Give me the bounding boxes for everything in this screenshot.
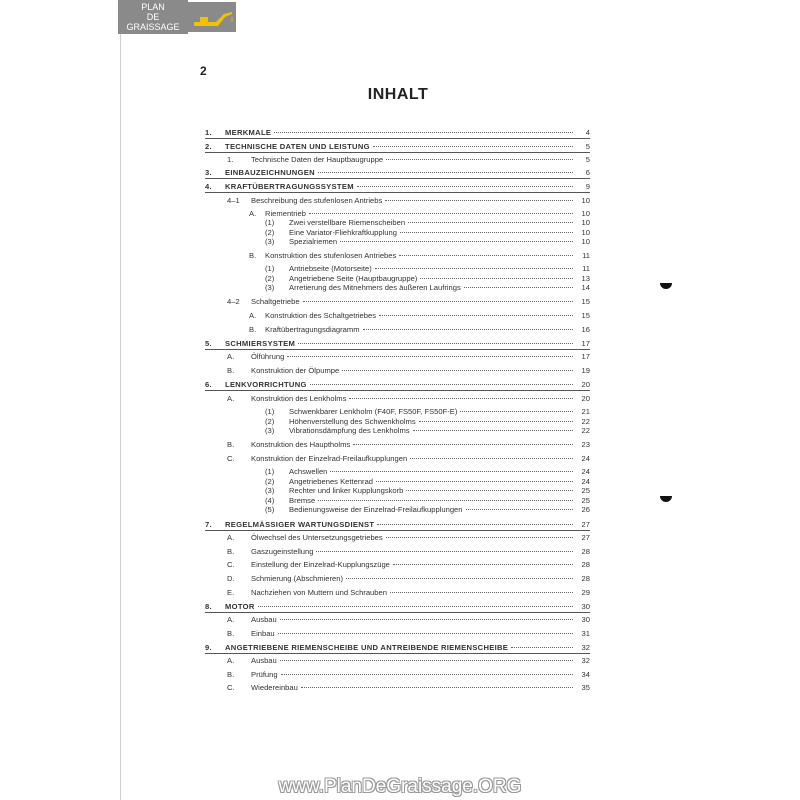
toc-entry-page: 17 [581, 339, 590, 348]
toc-entry-page: 19 [581, 366, 590, 375]
toc-entry-label: Konstruktion des Lenkholms [251, 394, 347, 403]
toc-entry-number: A. [249, 209, 257, 218]
toc-entry-number: (2) [265, 477, 275, 486]
toc-entry-number: C. [227, 454, 235, 463]
toc-subentry [227, 547, 590, 557]
toc-entry-label: Konstruktion des Schaltgetriebes [265, 311, 377, 320]
toc-entry-number: A. [227, 394, 235, 403]
toc-entry-page: 27 [581, 533, 590, 542]
binder-hole-mark [660, 496, 672, 502]
section-underline [205, 138, 590, 139]
toc-entry-number: (1) [265, 264, 275, 273]
toc-entry-page: 24 [581, 477, 590, 486]
toc-entry-label: Technische Daten der Hauptbaugruppe [251, 155, 384, 164]
toc-leader-dots [419, 421, 573, 422]
toc-subentry [227, 588, 590, 598]
toc-entry-number: B. [227, 440, 235, 449]
toc-entry-label: Riementrieb [265, 209, 306, 218]
toc-subentry [227, 297, 590, 307]
toc-leader-dots [393, 564, 573, 565]
logo-text-box [118, 0, 188, 34]
toc-leader-dots [406, 490, 573, 491]
toc-entry-page: 23 [581, 440, 590, 449]
toc-entry-label: Zwei verstellbare Riemenscheiben [289, 218, 406, 227]
toc-entry-page: 25 [581, 486, 590, 495]
toc-leader-dots [330, 471, 573, 472]
toc-entry-number: 4–2 [227, 297, 240, 306]
toc-entry-number: 1. [205, 128, 212, 137]
toc-leader-dots [464, 287, 573, 288]
toc-leader-dots [298, 343, 573, 344]
toc-subentry [265, 426, 590, 436]
toc-subentry [249, 311, 590, 321]
toc-entry-label: KRAFTÜBERTRAGUNGSSYSTEM [225, 182, 354, 191]
toc-entry-number: 8. [205, 602, 212, 611]
toc-leader-dots [274, 132, 573, 133]
toc-leader-dots [278, 633, 573, 634]
toc-entry-label: Ausbau [251, 615, 277, 624]
toc-entry-page: 31 [581, 629, 590, 638]
toc-entry-page: 26 [581, 505, 590, 514]
toc-entry-number: (3) [265, 237, 275, 246]
toc-entry-number: B. [227, 547, 235, 556]
toc-section-entry [205, 520, 590, 530]
plan-de-graissage-logo [118, 0, 236, 34]
toc-entry-label: Konstruktion des stufenlosen Antriebes [265, 251, 397, 260]
toc-entry-label: Konstruktion des Hauptholms [251, 440, 351, 449]
toc-subentry [265, 407, 590, 417]
toc-entry-page: 22 [581, 426, 590, 435]
logo-line-3: GRAISSAGE [126, 22, 180, 32]
section-underline [205, 192, 590, 193]
toc-entry-number: E. [227, 588, 235, 597]
toc-entry-label: SCHMIERSYSTEM [225, 339, 296, 348]
toc-leader-dots [353, 444, 573, 445]
section-underline [205, 612, 590, 613]
toc-entry-label: Kraftübertragungsdiagramm [265, 325, 360, 334]
toc-subentry [265, 486, 590, 496]
toc-entry-label: Ölführung [251, 352, 285, 361]
toc-subentry [265, 505, 590, 515]
toc-subentry [227, 366, 590, 376]
toc-subentry [227, 560, 590, 570]
toc-entry-number: (4) [265, 496, 275, 505]
logo-line-2: DE [146, 12, 160, 22]
toc-entry-page: 11 [582, 264, 590, 273]
toc-subentry [227, 196, 590, 206]
toc-leader-dots [408, 222, 573, 223]
toc-entry-page: 28 [581, 547, 590, 556]
toc-subentry [265, 237, 590, 247]
toc-subentry [227, 683, 590, 693]
toc-leader-dots [342, 370, 573, 371]
toc-entry-number: (5) [265, 505, 275, 514]
toc-entry-page: 4 [585, 128, 590, 137]
toc-entry-label: Schaltgetriebe [251, 297, 300, 306]
toc-entry-page: 30 [581, 615, 590, 624]
toc-entry-number: 1. [227, 155, 234, 164]
toc-entry-page: 35 [581, 683, 590, 692]
toc-entry-number: D. [227, 574, 235, 583]
toc-leader-dots [363, 329, 573, 330]
toc-entry-number: A. [249, 311, 257, 320]
toc-entry-label: Schmierung (Abschmieren) [251, 574, 344, 583]
toc-entry-page: 24 [581, 454, 590, 463]
toc-leader-dots [318, 500, 573, 501]
toc-entry-number: B. [227, 670, 235, 679]
toc-leader-dots [346, 578, 573, 579]
toc-entry-page: 25 [581, 496, 590, 505]
toc-entry-number: (3) [265, 426, 275, 435]
toc-entry-number: (2) [265, 274, 275, 283]
page-title [0, 86, 800, 104]
toc-subentry [227, 440, 590, 450]
toc-entry-label: Vibrationsdämpfung des Lenkholms [289, 426, 410, 435]
toc-subentry [227, 394, 590, 404]
toc-subentry [227, 155, 590, 165]
toc-leader-dots [316, 551, 573, 552]
toc-entry-number: 7. [205, 520, 212, 529]
section-underline [205, 178, 590, 179]
toc-entry-label: Einstellung der Einzelrad-Kupplungszüge [251, 560, 390, 569]
toc-entry-number: B. [249, 251, 257, 260]
section-underline [205, 390, 590, 391]
toc-entry-label: MOTOR [225, 602, 255, 611]
toc-leader-dots [379, 315, 573, 316]
toc-entry-label: Bremse [289, 496, 316, 505]
toc-subentry [227, 574, 590, 584]
toc-entry-page: 27 [581, 520, 590, 529]
toc-entry-label: ANGETRIEBENE RIEMENSCHEIBE UND ANTREIBENDE RIEMENSCHEIBE [225, 643, 509, 652]
toc-entry-page: 16 [581, 325, 590, 334]
section-underline [205, 530, 590, 531]
toc-section-entry [205, 380, 590, 390]
toc-entry-page: 14 [581, 283, 590, 292]
toc-entry-number: A. [227, 352, 235, 361]
binder-hole-mark [660, 283, 672, 289]
toc-entry-label: Wiedereinbau [251, 683, 298, 692]
toc-leader-dots [340, 241, 573, 242]
toc-section-entry [205, 643, 590, 653]
toc-entry-label: Arretierung des Mitnehmers des äußeren Laufrings [289, 283, 461, 292]
toc-entry-page: 13 [581, 274, 590, 283]
toc-entry-label: Angetriebene Seite (Hauptbaugruppe) [289, 274, 418, 283]
toc-entry-number: 4–1 [227, 196, 240, 205]
toc-entry-label: Spezialriemen [289, 237, 338, 246]
toc-entry-label: MERKMALE [225, 128, 272, 137]
toc-leader-dots [287, 356, 573, 357]
toc-entry-label: Achswellen [289, 467, 328, 476]
toc-entry-label: Beschreibung des stufenlosen Antriebs [251, 196, 383, 205]
toc-entry-number: (3) [265, 486, 275, 495]
page-title-text: INHALT [367, 86, 429, 103]
toc-leader-dots [349, 398, 573, 399]
toc-entry-number: (1) [265, 407, 275, 416]
toc-entry-label: Gaszugeinstellung [251, 547, 314, 556]
toc-entry-number: 6. [205, 380, 212, 389]
toc-entry-label: Rechter und linker Kupplungskorb [289, 486, 404, 495]
toc-leader-dots [258, 606, 573, 607]
toc-entry-label: Höhenverstellung des Schwenkholms [289, 417, 416, 426]
toc-entry-page: 15 [581, 297, 590, 306]
toc-entry-label: REGELMÄSSIGER WARTUNGSDIENST [225, 520, 375, 529]
toc-entry-label: LENKVORRICHTUNG [225, 380, 307, 389]
toc-entry-number: 9. [205, 643, 212, 652]
toc-leader-dots [410, 458, 573, 459]
toc-entry-label: Prüfung [251, 670, 278, 679]
toc-entry-page: 32 [581, 643, 590, 652]
toc-entry-page: 6 [585, 168, 590, 177]
toc-entry-page: 10 [581, 228, 590, 237]
toc-entry-label: EINBAUZEICHNUNGEN [225, 168, 315, 177]
toc-entry-number: A. [227, 656, 235, 665]
section-underline [205, 653, 590, 654]
toc-entry-number: 2. [205, 142, 212, 151]
toc-entry-label: Nachziehen von Muttern und Schrauben [251, 588, 387, 597]
toc-entry-page: 10 [581, 209, 590, 218]
toc-subentry [227, 629, 590, 639]
toc-leader-dots [413, 430, 573, 431]
toc-entry-number: A. [227, 533, 235, 542]
toc-leader-dots [280, 660, 573, 661]
section-underline [205, 349, 590, 350]
toc-leader-dots [301, 687, 573, 688]
toc-entry-page: 5 [585, 155, 590, 164]
footer-watermark: www.PlanDeGraissage.ORG [278, 776, 522, 797]
toc-entry-label: Eine Variator-Fliehkraftkupplung [289, 228, 397, 237]
page-number: 2 [200, 64, 207, 78]
toc-entry-number: (2) [265, 228, 275, 237]
toc-entry-number: 4. [205, 182, 212, 191]
toc-subentry [227, 670, 590, 680]
toc-entry-number: B. [227, 629, 235, 638]
toc-leader-dots [420, 278, 573, 279]
toc-subentry [227, 533, 590, 543]
toc-entry-label: Schwenkbarer Lenkholm (F40F, FS50F, FS50F-E) [289, 407, 458, 416]
toc-entry-page: 17 [581, 352, 590, 361]
toc-entry-label: Ausbau [251, 656, 277, 665]
toc-leader-dots [357, 186, 573, 187]
toc-entry-page: 32 [581, 656, 590, 665]
toc-subentry [265, 264, 590, 274]
toc-entry-number: (1) [265, 218, 275, 227]
toc-leader-dots [377, 524, 573, 525]
toc-entry-page: 10 [581, 196, 590, 205]
toc-entry-label: Antriebseite (Motorseite) [289, 264, 372, 273]
toc-section-entry [205, 182, 590, 192]
toc-entry-number: (1) [265, 467, 275, 476]
toc-subentry [265, 218, 590, 228]
toc-leader-dots [281, 674, 573, 675]
toc-entry-page: 22 [581, 417, 590, 426]
toc-leader-dots [309, 213, 573, 214]
toc-entry-number: (2) [265, 417, 275, 426]
toc-entry-label: TECHNISCHE DATEN UND LEISTUNG [225, 142, 370, 151]
section-underline [205, 152, 590, 153]
toc-section-entry [205, 142, 590, 152]
toc-section-entry [205, 602, 590, 612]
toc-entry-page: 10 [581, 218, 590, 227]
page-edge-line [120, 0, 121, 800]
toc-leader-dots [303, 301, 573, 302]
toc-entry-page: 20 [581, 394, 590, 403]
toc-leader-dots [318, 172, 573, 173]
toc-leader-dots [373, 146, 573, 147]
toc-subentry [227, 615, 590, 625]
toc-entry-number: A. [227, 615, 235, 624]
toc-entry-number: 3. [205, 168, 212, 177]
toc-entry-number: 5. [205, 339, 212, 348]
toc-subentry [227, 454, 590, 464]
toc-entry-number: B. [227, 366, 235, 375]
toc-section-entry [205, 168, 590, 178]
toc-leader-dots [375, 268, 573, 269]
toc-entry-page: 29 [581, 588, 590, 597]
toc-entry-label: Angetriebenes Kettenrad [289, 477, 374, 486]
toc-subentry [265, 283, 590, 293]
logo-line-1: PLAN [141, 2, 165, 12]
toc-leader-dots [386, 537, 573, 538]
toc-subentry [227, 352, 590, 362]
toc-leader-dots [390, 592, 573, 593]
toc-subentry [265, 467, 590, 477]
toc-entry-label: Konstruktion der Einzelrad-Freilaufkupplungen [251, 454, 408, 463]
toc-entry-number: C. [227, 683, 235, 692]
toc-leader-dots [386, 159, 573, 160]
toc-leader-dots [310, 384, 573, 385]
toc-leader-dots [280, 619, 573, 620]
toc-entry-page: 30 [581, 602, 590, 611]
toc-entry-page: 11 [582, 251, 590, 260]
toc-leader-dots [511, 647, 573, 648]
toc-section-entry [205, 339, 590, 349]
toc-leader-dots [385, 200, 573, 201]
toc-entry-number: (3) [265, 283, 275, 292]
toc-leader-dots [466, 509, 574, 510]
toc-entry-page: 21 [581, 407, 590, 416]
toc-entry-label: Ölwechsel des Untersetzungsgetriebes [251, 533, 383, 542]
toc-entry-page: 10 [581, 237, 590, 246]
toc-entry-page: 9 [585, 182, 590, 191]
toc-entry-page: 24 [581, 467, 590, 476]
toc-entry-label: Einbau [251, 629, 275, 638]
toc-entry-page: 28 [581, 574, 590, 583]
toc-leader-dots [376, 481, 573, 482]
oil-can-icon [188, 2, 236, 32]
toc-entry-page: 20 [581, 380, 590, 389]
toc-entry-page: 34 [581, 670, 590, 679]
toc-section-entry [205, 128, 590, 138]
toc-entry-number: B. [249, 325, 257, 334]
toc-leader-dots [399, 255, 573, 256]
toc-subentry [227, 656, 590, 666]
toc-entry-label: Konstruktion der Ölpumpe [251, 366, 340, 375]
toc-leader-dots [460, 411, 573, 412]
toc-subentry [249, 325, 590, 335]
toc-subentry [249, 251, 590, 261]
toc-leader-dots [400, 232, 573, 233]
toc-entry-number: C. [227, 560, 235, 569]
toc-entry-page: 5 [585, 142, 590, 151]
toc-entry-page: 28 [581, 560, 590, 569]
toc-entry-page: 15 [581, 311, 590, 320]
toc-entry-label: Bedienungsweise der Einzelrad-Freilaufkupplungen [289, 505, 463, 514]
